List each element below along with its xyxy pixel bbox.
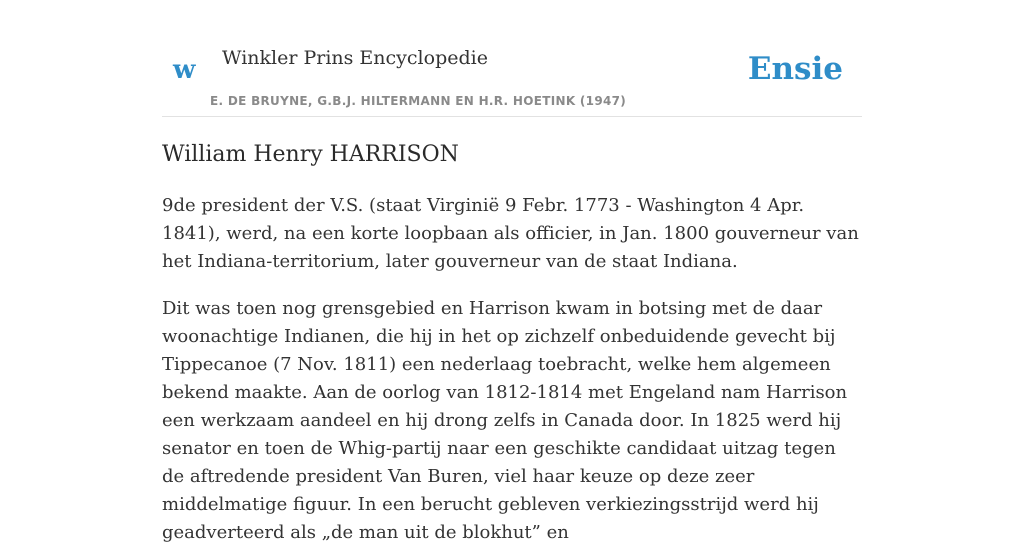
article-paragraph: Dit was toen nog grensgebied en Harrison kwam in botsing met de daar woonachtige Indianen, die hij in het op zichzelf onbeduidende gevecht bij Tippecanoe (7 Nov. 1811) een nederlaag toebracht, welke hem algemeen bekend maakte. Aan de oorlog van 1812-1814 met Engeland nam Harrison een werkzaam aandeel en hij drong zelfs in Canada door. In 1825 werd hij senator en toen de Whig-partij naar een geschikte candidaat uitzag tegen de aftredende president Van Buren, viel haar keuze op deze zeer middelmatige figuur. In een berucht gebleven verkiezingsstrijd werd hij geadverteerd als „de man uit de blokhut” en xyxy=(162,298,848,543)
winkler-prins-logo[interactable]: w xyxy=(173,55,196,85)
ensie-brand-logo[interactable]: Ensie xyxy=(747,51,843,87)
article-paragraph: 9de president der V.S. (staat Virginië 9 Febr. 1773 - Washington 4 Apr. 1841), werd, na een korte loopbaan als officier, in Jan. 1800 gouverneur van het Indiana-territorium, later gouverneur van de staat Indiana. xyxy=(162,195,859,272)
site-header xyxy=(162,0,862,117)
publication-title[interactable]: Winkler Prins Encyclopedie xyxy=(222,47,488,69)
publication-authors: E. DE BRUYNE, G.B.J. HILTERMANN EN H.R. HOETINK (1947) xyxy=(210,94,627,108)
article-title: William Henry HARRISON xyxy=(162,142,459,167)
article xyxy=(162,138,862,547)
